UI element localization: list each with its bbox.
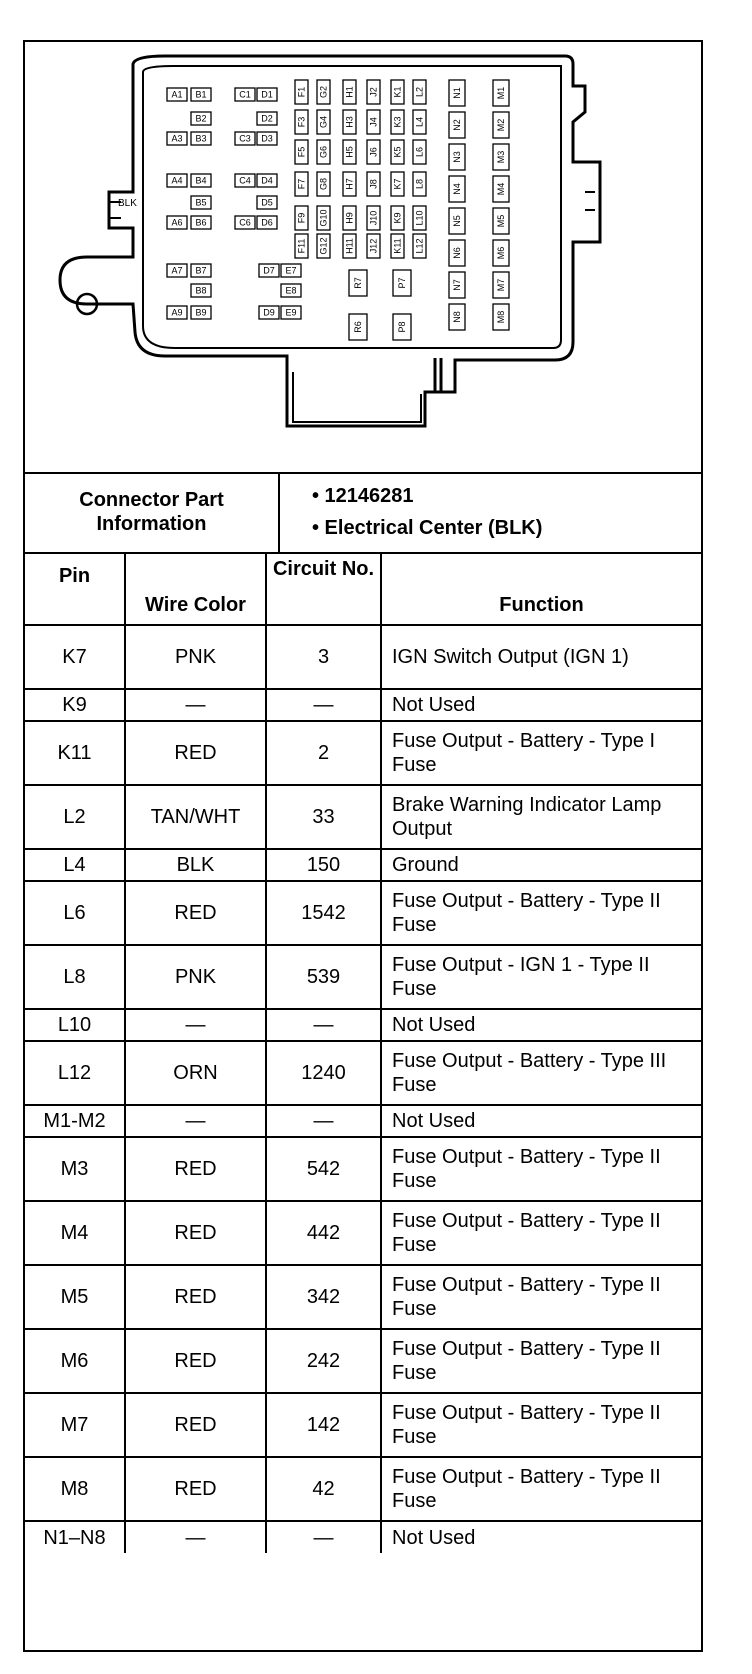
cavity-m1 xyxy=(493,80,509,106)
pin-cell: L6 xyxy=(25,881,125,945)
cavity-a1 xyxy=(167,88,187,101)
circuit-no-cell: 1542 xyxy=(266,881,381,945)
connector-info-label-cell xyxy=(25,472,280,552)
wire-color-cell: — xyxy=(125,1009,266,1041)
function-cell: Fuse Output - Battery - Type II Fuse xyxy=(381,1201,701,1265)
connector-description: • Electrical Center (BLK) xyxy=(312,517,543,539)
svg-text:F11: F11 xyxy=(296,238,307,254)
table-row xyxy=(25,1201,701,1265)
svg-text:H7: H7 xyxy=(344,178,355,190)
table-row xyxy=(25,625,701,689)
cavity-g4 xyxy=(317,110,330,134)
connector-info-label: Connector Part Information xyxy=(79,489,224,535)
pin-cell: L12 xyxy=(25,1041,125,1105)
wire-color-cell: RED xyxy=(125,1201,266,1265)
cavity-g6 xyxy=(317,140,330,164)
cavity-b7 xyxy=(191,264,211,277)
cavity-p8 xyxy=(393,314,411,340)
cavity-k3 xyxy=(391,110,404,134)
circuit-no-cell: 342 xyxy=(266,1265,381,1329)
cavity-j4 xyxy=(367,110,380,134)
svg-text:N4: N4 xyxy=(452,183,462,195)
cavity-d5 xyxy=(257,196,277,209)
svg-text:L4: L4 xyxy=(414,116,425,128)
svg-text:M2: M2 xyxy=(496,118,506,132)
wire-color-cell: PNK xyxy=(125,625,266,689)
svg-text:M6: M6 xyxy=(496,246,506,260)
cavity-j12 xyxy=(367,234,380,258)
cavity-k1 xyxy=(391,80,404,104)
svg-text:K5: K5 xyxy=(392,146,403,158)
circuit-no-cell: — xyxy=(266,1009,381,1041)
cavity-n6 xyxy=(449,240,465,266)
svg-text:R7: R7 xyxy=(353,277,363,289)
svg-text:G4: G4 xyxy=(318,115,329,129)
svg-text:D9: D9 xyxy=(263,307,275,318)
svg-text:H9: H9 xyxy=(344,212,355,224)
svg-text:C3: C3 xyxy=(239,133,251,144)
cavity-k7 xyxy=(391,172,404,196)
wire-color-cell: — xyxy=(125,1521,266,1553)
cavity-m3 xyxy=(493,144,509,170)
table-row xyxy=(25,1105,701,1137)
cavity-c1 xyxy=(235,88,255,101)
svg-text:A7: A7 xyxy=(171,265,183,276)
svg-text:F3: F3 xyxy=(296,116,307,128)
cavity-f1 xyxy=(295,80,308,104)
function-cell: Fuse Output - Battery - Type II Fuse xyxy=(381,881,701,945)
cavity-c4 xyxy=(235,174,255,187)
cavity-h3 xyxy=(343,110,356,134)
cavity-g2 xyxy=(317,80,330,104)
circuit-no-cell: 42 xyxy=(266,1457,381,1521)
function-cell: Brake Warning Indicator Lamp Output xyxy=(381,785,701,849)
circuit-no-cell: 1240 xyxy=(266,1041,381,1105)
wire-color-cell: — xyxy=(125,689,266,721)
pin-cell: K7 xyxy=(25,625,125,689)
connector-info-values xyxy=(280,472,701,552)
svg-text:N6: N6 xyxy=(452,247,462,259)
svg-text:B1: B1 xyxy=(195,89,207,100)
svg-text:M7: M7 xyxy=(496,278,506,292)
svg-text:A6: A6 xyxy=(171,217,183,228)
wire-color-cell: PNK xyxy=(125,945,266,1009)
cavity-g8 xyxy=(317,172,330,196)
table-row xyxy=(25,721,701,785)
svg-text:D3: D3 xyxy=(261,133,273,144)
cavity-d7 xyxy=(259,264,279,277)
svg-text:G12: G12 xyxy=(318,237,329,255)
cavity-m8 xyxy=(493,304,509,330)
connector-sheet xyxy=(23,40,703,1652)
cavity-b8 xyxy=(191,284,211,297)
function-cell: Ground xyxy=(381,849,701,881)
circuit-no-cell: — xyxy=(266,689,381,721)
table-row xyxy=(25,1041,701,1105)
circuit-no-cell: 150 xyxy=(266,849,381,881)
part-number: • 12146281 xyxy=(312,485,414,507)
cavity-l8 xyxy=(413,172,426,196)
wire-color-cell: RED xyxy=(125,1329,266,1393)
svg-text:M1: M1 xyxy=(496,86,506,100)
svg-text:N7: N7 xyxy=(452,279,462,291)
svg-text:J2: J2 xyxy=(368,87,379,97)
cavity-j2 xyxy=(367,80,380,104)
svg-text:N8: N8 xyxy=(452,311,462,323)
cavity-l4 xyxy=(413,110,426,134)
svg-text:M4: M4 xyxy=(496,182,506,196)
svg-text:G6: G6 xyxy=(318,145,329,159)
svg-text:L6: L6 xyxy=(414,146,425,158)
svg-text:M3: M3 xyxy=(496,150,506,164)
cavity-n5 xyxy=(449,208,465,234)
circuit-no-cell: 442 xyxy=(266,1201,381,1265)
pin-cell: M1-M2 xyxy=(25,1105,125,1137)
cavity-a9 xyxy=(167,306,187,319)
cavity-n7 xyxy=(449,272,465,298)
cavity-n3 xyxy=(449,144,465,170)
cavity-m5 xyxy=(493,208,509,234)
table-row xyxy=(25,881,701,945)
svg-text:D5: D5 xyxy=(261,197,273,208)
function-cell: IGN Switch Output (IGN 1) xyxy=(381,625,701,689)
pin-cell: L8 xyxy=(25,945,125,1009)
cavity-b5 xyxy=(191,196,211,209)
table-row xyxy=(25,945,701,1009)
wire-color-cell: RED xyxy=(125,881,266,945)
cavity-l10 xyxy=(413,206,426,230)
cavity-b9 xyxy=(191,306,211,319)
cavity-c3 xyxy=(235,132,255,145)
header-pin: Pin xyxy=(25,552,125,625)
svg-text:P7: P7 xyxy=(397,277,407,289)
cavity-p7 xyxy=(393,270,411,296)
header-circuit-no: Circuit No. xyxy=(266,552,381,625)
svg-text:B4: B4 xyxy=(195,175,207,186)
function-cell: Fuse Output - Battery - Type II Fuse xyxy=(381,1137,701,1201)
cavity-d6 xyxy=(257,216,277,229)
svg-text:H5: H5 xyxy=(344,146,355,158)
svg-text:G10: G10 xyxy=(318,209,329,227)
cavity-a6 xyxy=(167,216,187,229)
cavity-d1 xyxy=(257,88,277,101)
pin-cell: M4 xyxy=(25,1201,125,1265)
cavity-h7 xyxy=(343,172,356,196)
pin-cell: M3 xyxy=(25,1137,125,1201)
cavity-n2 xyxy=(449,112,465,138)
svg-text:J6: J6 xyxy=(368,147,379,157)
pin-cell: M6 xyxy=(25,1329,125,1393)
cavity-n4 xyxy=(449,176,465,202)
cavity-a4 xyxy=(167,174,187,187)
cavity-d9 xyxy=(259,306,279,319)
svg-text:D7: D7 xyxy=(263,265,275,276)
pin-cell: K11 xyxy=(25,721,125,785)
cavity-b3 xyxy=(191,132,211,145)
function-cell: Not Used xyxy=(381,1521,701,1553)
svg-text:L2: L2 xyxy=(414,86,425,98)
svg-text:L10: L10 xyxy=(414,210,425,226)
svg-text:C1: C1 xyxy=(239,89,251,100)
function-cell: Not Used xyxy=(381,1105,701,1137)
cavity-r7 xyxy=(349,270,367,296)
svg-text:H3: H3 xyxy=(344,116,355,128)
svg-text:B7: B7 xyxy=(195,265,207,276)
svg-text:F5: F5 xyxy=(296,146,307,158)
cavity-b4 xyxy=(191,174,211,187)
cavity-r6 xyxy=(349,314,367,340)
cavity-m4 xyxy=(493,176,509,202)
svg-text:A4: A4 xyxy=(171,175,183,186)
svg-text:K1: K1 xyxy=(392,86,403,98)
wire-color-cell: TAN/WHT xyxy=(125,785,266,849)
circuit-no-cell: 33 xyxy=(266,785,381,849)
svg-text:B8: B8 xyxy=(195,285,207,296)
cavity-h9 xyxy=(343,206,356,230)
wire-color-cell: ORN xyxy=(125,1041,266,1105)
circuit-no-cell: — xyxy=(266,1521,381,1553)
pin-cell: K9 xyxy=(25,689,125,721)
circuit-no-cell: 242 xyxy=(266,1329,381,1393)
connector-part-information xyxy=(25,472,701,554)
svg-text:G8: G8 xyxy=(318,177,329,191)
svg-text:C6: C6 xyxy=(239,217,251,228)
svg-text:E9: E9 xyxy=(285,307,297,318)
pin-cell: L4 xyxy=(25,849,125,881)
circuit-no-cell: 3 xyxy=(266,625,381,689)
pin-cell: L10 xyxy=(25,1009,125,1041)
cavity-e9 xyxy=(281,306,301,319)
wire-color-cell: — xyxy=(125,1105,266,1137)
cavity-b1 xyxy=(191,88,211,101)
svg-text:N1: N1 xyxy=(452,87,462,99)
svg-text:A9: A9 xyxy=(171,307,183,318)
cavity-f7 xyxy=(295,172,308,196)
cavity-d3 xyxy=(257,132,277,145)
function-cell: Fuse Output - Battery - Type II Fuse xyxy=(381,1329,701,1393)
connector-face-drawing xyxy=(25,42,701,472)
svg-text:A1: A1 xyxy=(171,89,183,100)
cavity-k9 xyxy=(391,206,404,230)
cavity-m6 xyxy=(493,240,509,266)
svg-text:C4: C4 xyxy=(239,175,251,186)
wire-color-cell: BLK xyxy=(125,849,266,881)
svg-text:L12: L12 xyxy=(414,238,425,254)
function-cell: Not Used xyxy=(381,689,701,721)
wire-color-cell: RED xyxy=(125,721,266,785)
table-row xyxy=(25,785,701,849)
pinout-header-row xyxy=(25,552,701,625)
svg-text:D1: D1 xyxy=(261,89,273,100)
circuit-no-cell: 539 xyxy=(266,945,381,1009)
svg-text:M8: M8 xyxy=(496,310,506,324)
cavity-n1 xyxy=(449,80,465,106)
svg-text:N2: N2 xyxy=(452,119,462,131)
cavity-cells xyxy=(167,80,509,340)
circuit-no-cell: 142 xyxy=(266,1393,381,1457)
cavity-d2 xyxy=(257,112,277,125)
table-row xyxy=(25,1329,701,1393)
function-cell: Fuse Output - Battery - Type III Fuse xyxy=(381,1041,701,1105)
svg-text:A3: A3 xyxy=(171,133,183,144)
function-cell: Fuse Output - IGN 1 - Type II Fuse xyxy=(381,945,701,1009)
table-row xyxy=(25,1393,701,1457)
svg-text:J12: J12 xyxy=(368,238,379,254)
svg-text:E8: E8 xyxy=(285,285,297,296)
cavity-h5 xyxy=(343,140,356,164)
wire-color-cell: RED xyxy=(125,1393,266,1457)
cavity-k5 xyxy=(391,140,404,164)
function-cell: Fuse Output - Battery - Type II Fuse xyxy=(381,1393,701,1457)
svg-text:P8: P8 xyxy=(397,321,407,333)
svg-text:B6: B6 xyxy=(195,217,207,228)
function-cell: Fuse Output - Battery - Type II Fuse xyxy=(381,1457,701,1521)
svg-text:B2: B2 xyxy=(195,113,207,124)
cavity-k11 xyxy=(391,234,404,258)
cavity-g10 xyxy=(317,206,330,230)
svg-text:B9: B9 xyxy=(195,307,207,318)
cavity-j8 xyxy=(367,172,380,196)
cavity-b2 xyxy=(191,112,211,125)
pin-cell: M8 xyxy=(25,1457,125,1521)
svg-text:K3: K3 xyxy=(392,116,403,128)
svg-text:H1: H1 xyxy=(344,86,355,98)
function-cell: Not Used xyxy=(381,1009,701,1041)
svg-text:K11: K11 xyxy=(392,238,403,254)
pin-cell: L2 xyxy=(25,785,125,849)
function-cell: Fuse Output - Battery - Type I Fuse xyxy=(381,721,701,785)
cavity-f3 xyxy=(295,110,308,134)
svg-text:G2: G2 xyxy=(318,85,329,99)
pin-cell: M5 xyxy=(25,1265,125,1329)
wire-color-cell: RED xyxy=(125,1265,266,1329)
blk-side-label: BLK xyxy=(118,198,137,209)
table-row xyxy=(25,1457,701,1521)
svg-text:F1: F1 xyxy=(296,86,307,98)
circuit-no-cell: — xyxy=(266,1105,381,1137)
function-cell: Fuse Output - Battery - Type II Fuse xyxy=(381,1265,701,1329)
cavity-c6 xyxy=(235,216,255,229)
cavity-f11 xyxy=(295,234,308,258)
cavity-m2 xyxy=(493,112,509,138)
cavity-l6 xyxy=(413,140,426,164)
cavity-h1 xyxy=(343,80,356,104)
table-row xyxy=(25,1137,701,1201)
svg-text:R6: R6 xyxy=(353,321,363,333)
svg-text:H11: H11 xyxy=(344,238,355,254)
svg-text:B3: B3 xyxy=(195,133,207,144)
cavity-b6 xyxy=(191,216,211,229)
cavity-f9 xyxy=(295,206,308,230)
cavity-n8 xyxy=(449,304,465,330)
svg-text:E7: E7 xyxy=(285,265,297,276)
wire-color-cell: RED xyxy=(125,1137,266,1201)
cavity-e7 xyxy=(281,264,301,277)
cavity-m7 xyxy=(493,272,509,298)
cavity-a3 xyxy=(167,132,187,145)
header-wire-color: Wire Color xyxy=(125,552,266,625)
svg-text:J8: J8 xyxy=(368,179,379,189)
svg-text:K7: K7 xyxy=(392,178,403,190)
table-row xyxy=(25,689,701,721)
pinout-rows xyxy=(25,625,701,1553)
cavity-j10 xyxy=(367,206,380,230)
cavity-f5 xyxy=(295,140,308,164)
electrical-center-diagram xyxy=(25,42,701,474)
table-row xyxy=(25,1265,701,1329)
table-row xyxy=(25,849,701,881)
table-row xyxy=(25,1521,701,1553)
cavity-g12 xyxy=(317,234,330,258)
svg-text:N3: N3 xyxy=(452,151,462,163)
pin-cell: M7 xyxy=(25,1393,125,1457)
cavity-l12 xyxy=(413,234,426,258)
svg-text:L8: L8 xyxy=(414,178,425,190)
svg-text:F9: F9 xyxy=(296,212,307,224)
cavity-e8 xyxy=(281,284,301,297)
svg-text:M5: M5 xyxy=(496,214,506,228)
cavity-j6 xyxy=(367,140,380,164)
pin-cell: N1–N8 xyxy=(25,1521,125,1553)
pinout-table xyxy=(25,552,701,1553)
cavity-a7 xyxy=(167,264,187,277)
circuit-no-cell: 2 xyxy=(266,721,381,785)
table-row xyxy=(25,1009,701,1041)
cavity-h11 xyxy=(343,234,356,258)
svg-text:D2: D2 xyxy=(261,113,273,124)
svg-text:J10: J10 xyxy=(368,210,379,226)
cavity-l2 xyxy=(413,80,426,104)
circuit-no-cell: 542 xyxy=(266,1137,381,1201)
svg-text:D6: D6 xyxy=(261,217,273,228)
svg-text:K9: K9 xyxy=(392,212,403,224)
svg-text:D4: D4 xyxy=(261,175,273,186)
header-function: Function xyxy=(381,552,701,625)
svg-text:B5: B5 xyxy=(195,197,207,208)
svg-text:J4: J4 xyxy=(368,117,379,127)
svg-text:F7: F7 xyxy=(296,178,307,190)
wire-color-cell: RED xyxy=(125,1457,266,1521)
cavity-d4 xyxy=(257,174,277,187)
svg-text:N5: N5 xyxy=(452,215,462,227)
